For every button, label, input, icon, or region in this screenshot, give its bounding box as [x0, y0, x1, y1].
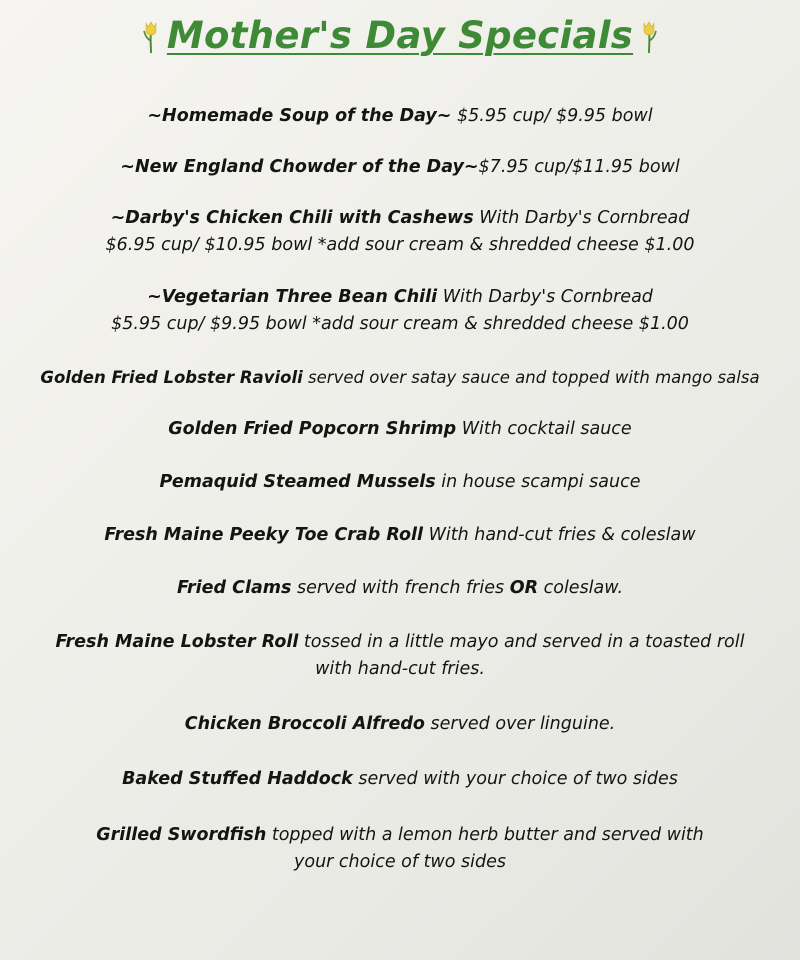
menu-item-lobster-roll-line2 — [0, 656, 800, 683]
page-title: Mother's Day Specials — [166, 14, 634, 57]
item-name: Fried Clams — [176, 578, 292, 598]
item-desc: in house scampi sauce — [435, 472, 641, 492]
menu-item-swordfish-line2 — [0, 849, 800, 876]
menu-item-crab-roll — [0, 522, 800, 549]
menu-item-broccoli-alfredo — [0, 711, 800, 738]
menu-item-vegetarian-chili — [0, 284, 800, 311]
item-name: ~New England Chowder of the Day~ — [120, 157, 479, 177]
item-desc-line2: $6.95 cup/ $10.95 bowl *add sour cream & shredded cheese $1.00 — [105, 235, 695, 255]
item-name: ~Homemade Soup of the Day~ — [147, 106, 452, 126]
item-desc: served with french fries — [291, 578, 510, 598]
item-desc: With cocktail sauce — [456, 419, 632, 439]
menu-item-swordfish — [0, 822, 800, 849]
item-desc: With Darby's Cornbread — [473, 208, 690, 228]
item-name: Baked Stuffed Haddock — [122, 769, 353, 789]
menu-item-mussels — [0, 469, 800, 496]
menu-item-chicken-chili-prices — [0, 232, 800, 259]
item-name: Fresh Maine Peeky Toe Crab Roll — [104, 525, 423, 545]
item-desc-line2: with hand-cut fries. — [315, 659, 485, 679]
item-desc-emphasis: OR — [509, 578, 539, 598]
tulip-icon — [639, 19, 659, 53]
item-desc-end: coleslaw. — [538, 578, 624, 598]
menu-item-fried-clams — [0, 575, 800, 602]
item-name: Grilled Swordfish — [96, 825, 267, 845]
menu-item-haddock — [0, 766, 800, 793]
item-desc: topped with a lemon herb butter and served with — [266, 825, 704, 845]
item-name: Pemaquid Steamed Mussels — [159, 472, 436, 492]
item-desc: With Darby's Cornbread — [437, 287, 653, 307]
item-desc-line2: your choice of two sides — [294, 852, 506, 872]
menu-item-lobster-roll — [0, 629, 800, 656]
menu-item-chicken-chili — [0, 205, 800, 232]
item-name: Golden Fried Popcorn Shrimp — [168, 419, 457, 439]
item-desc-line2: $5.95 cup/ $9.95 bowl *add sour cream & shredded cheese $1.00 — [111, 314, 689, 334]
item-desc: served over linguine. — [424, 714, 616, 734]
item-name: ~Vegetarian Three Bean Chili — [147, 287, 438, 307]
item-desc: tossed in a little mayo and served in a toasted roll — [298, 632, 745, 652]
menu-item-vegetarian-chili-prices — [0, 311, 800, 338]
item-desc: With hand-cut fries & coleslaw — [423, 525, 696, 545]
tulip-icon — [141, 19, 161, 53]
menu-item-lobster-ravioli — [0, 364, 800, 391]
item-name: ~Darby's Chicken Chili with Cashews — [110, 208, 474, 228]
title-row — [0, 14, 800, 57]
item-desc: $5.95 cup/ $9.95 bowl — [451, 106, 653, 126]
item-name: Chicken Broccoli Alfredo — [184, 714, 425, 734]
menu-item-chowder — [0, 154, 800, 181]
item-desc: served with your choice of two sides — [352, 769, 678, 789]
menu-item-soup — [0, 103, 800, 130]
item-name: Golden Fried Lobster Ravioli — [40, 368, 303, 387]
item-desc: served over satay sauce and topped with mango salsa — [302, 368, 760, 387]
item-desc: $7.95 cup/$11.95 bowl — [478, 157, 680, 177]
menu-item-popcorn-shrimp — [0, 416, 800, 443]
item-name: Fresh Maine Lobster Roll — [55, 632, 299, 652]
